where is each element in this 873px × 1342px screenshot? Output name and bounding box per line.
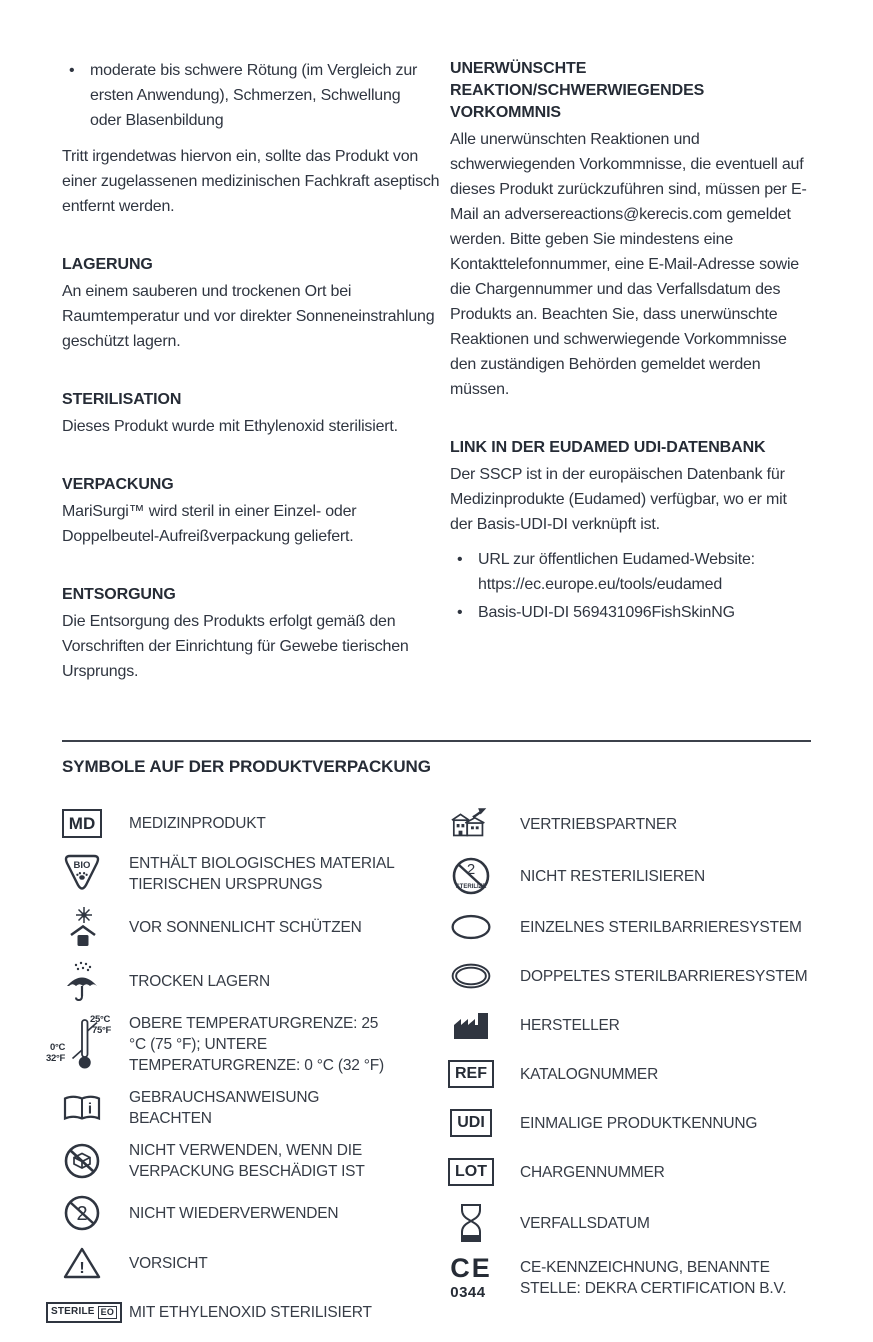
symbol-label: GEBRAUCHSANWEISUNG BEACHTEN [129,1089,320,1127]
symbol-label: TROCKEN LAGERN [129,972,271,990]
symbols-section-heading: SYMBOLE AUF DER PRODUKTVERPACKUNG [62,757,431,776]
symbols-right-column [450,804,811,1342]
adverse-symptoms-list [62,58,440,133]
symbols-left-column [46,804,450,1342]
disposal-body: Die Entsorgung des Produkts erfolgt gemäß den Vorschriften der Einrichtung für Gewebe tierischen Ursprungs. [62,613,409,680]
medical-device-icon: MD [62,809,102,838]
symbol-label: VOR SONNENLICHT SCHÜTZEN [129,919,362,936]
symbol-label: MIT ETHYLENOXID STERILISIERT [129,1303,372,1321]
storage-body: An einem sauberen und trockenen Ort bei Raumtemperatur und vor direkter Sonneneinstrahlung geschützt lagern. [62,283,435,350]
symbol-row-catalogue-number [450,1055,811,1093]
symbol-row-temperature-limit [46,1013,450,1076]
symbol-label: NICHT VERWENDEN, WENN DIE VERPACKUNG BESCHÄDIGT IST [129,1142,365,1180]
temperature-limit-icon [46,1013,111,1074]
symbol-label: HERSTELLER [520,1016,620,1034]
svg-text:2: 2 [76,1203,88,1225]
symbol-row-do-not-use-if-damaged [62,1140,450,1182]
symbol-label: ENTHÄLT BIOLOGISCHES MATERIAL TIERISCHEN URSPRUNGS [129,855,394,893]
symbol-label: VERTRIEBSPARTNER [520,815,678,833]
symbol-row-expiry-date [450,1202,811,1244]
packaging-body: MariSurgi™ wird steril in einer Einzel- oder Doppelbeutel-Aufreißverpackung geliefert. [62,503,357,545]
symbol-row-biological-material [62,853,450,895]
symbol-label: DOPPELTES STERILBARRIERESYSTEM [520,967,808,985]
removal-note: Tritt irgendetwas hiervon ein, sollte das Produkt von einer zugelassenen medizinischen Fachkraft aseptisch entfernt werden. [62,148,440,215]
left-text-column [62,58,440,684]
symbol-row-batch-code [450,1153,811,1191]
biological-material-icon [62,853,102,895]
disposal-heading: ENTSORGUNG [62,586,176,603]
storage-heading: LAGERUNG [62,256,153,273]
manufacturer-icon [450,1009,492,1041]
consult-instructions-icon [62,1093,102,1123]
list-item [62,58,440,133]
do-not-resterilize-icon [450,855,492,897]
batch-code-icon: LOT [450,1158,492,1186]
symbol-row-keep-from-sunlight [62,906,450,949]
upper-temp-fahrenheit: 75°F [92,1024,111,1036]
sterilization-body: Dieses Produkt wurde mit Ethylenoxid sterilisiert. [62,418,398,435]
list-item [450,547,813,597]
symbol-label: OBERE TEMPERATURGRENZE: 25 °C (75 °F); UNTERE TEMPERATURGRENZE: 0 °C (32 °F) [129,1015,384,1074]
eudamed-url-text: URL zur öffentlichen Eudamed-Website: https://ec.europe.eu/tools/eudamed [478,551,755,593]
symbol-label: CHARGENNUMMER [520,1163,665,1181]
symbols-table [46,804,811,1342]
symbol-label: KATALOGNUMMER [520,1065,659,1083]
eudamed-links-list [450,547,813,625]
symbol-label: EINZELNES STERILBARRIERESYSTEM [520,918,802,936]
single-sterile-barrier-icon [450,912,492,942]
use-by-date-icon [450,1202,492,1244]
lower-temp-celsius: 0°C [50,1041,66,1053]
symbol-row-do-not-reuse [62,1193,450,1233]
lower-temp-fahrenheit: 32°F [46,1052,65,1064]
keep-away-from-sunlight-icon [62,906,102,949]
symbol-row-keep-dry [62,960,450,1002]
distributor-icon [450,804,492,844]
symbol-row-caution [62,1244,450,1282]
svg-text:BIO: BIO [73,860,91,871]
symbol-label: VERFALLSDATUM [520,1214,650,1232]
notified-body-number: 0344 [450,1284,486,1301]
keep-dry-icon [62,960,102,1002]
svg-text:!: ! [79,1260,85,1277]
adverse-reaction-body: Alle unerwünschten Reaktionen und schwerwiegenden Vorkommnisse, die eventuell auf dieses Produkt zurückzuführen sind, müssen per E-Mail an adversereactions@kerecis.com gemeldet werden. Bitte geben Sie mindestens eine Kontakttelefonnummer, eine E-Mail-Adresse sowie die Chargennummer und das Verfallsdatum des Produkts an. Beachten Sie, dass unerwünschte Reaktionen und schwerwiegende Vorkommnisse den zuständigen Behörden gemeldet werden müssen. [450,131,807,398]
right-text-column [450,58,813,684]
symptom-text: moderate bis schwere Rötung (im Vergleich zur ersten Anwendung), Schmerzen, Schwellung oder Blasenbildung [90,62,418,129]
symbol-label: VORSICHT [129,1254,208,1272]
symbol-row-manufacturer [450,1006,811,1044]
symbol-label: MEDIZINPRODUKT [129,814,266,832]
symbol-row-consult-instructions [62,1087,450,1129]
symbol-label: NICHT WIEDERVERWENDEN [129,1204,339,1222]
eudamed-body: Der SSCP ist in der europäischen Datenbank für Medizinprodukte (Eudamed) verfügbar, wo er mit der Basis-UDI-DI verknüpft ist. [450,466,787,533]
symbol-label: NICHT RESTERILISIEREN [520,867,705,885]
adverse-reaction-heading: UNERWÜNSCHTE REAKTION/SCHWERWIEGENDES VORKOMMNIS [450,60,705,121]
symbol-label: CE-KENNZEICHNUNG, BENANNTE STELLE: DEKRA CERTIFICATION B.V. [520,1259,787,1297]
basis-udi-di-text: Basis-UDI-DI 569431096FishSkinNG [478,604,735,621]
unique-device-identifier-icon: UDI [450,1109,492,1137]
packaging-heading: VERPACKUNG [62,476,174,493]
do-not-use-if-package-damaged-icon [62,1141,102,1181]
svg-text:STERILIZE: STERILIZE [455,884,487,890]
catalogue-number-icon: REF [450,1060,492,1088]
eudamed-heading: LINK IN DER EUDAMED UDI-DATENBANK [450,439,766,456]
top-text-columns [62,58,811,684]
symbol-row-medical-device [62,804,450,842]
symbol-label: EINMALIGE PRODUKTKENNUNG [520,1114,758,1132]
list-item [450,600,813,625]
symbol-row-single-sterile-barrier [450,908,811,946]
ce-mark-icon: CE 0344 [450,1253,492,1301]
caution-icon [62,1245,102,1281]
upper-temp-celsius: 25°C [90,1013,111,1025]
symbol-row-udi [450,1104,811,1142]
section-divider [62,740,811,742]
symbol-row-distributor [450,804,811,844]
svg-text:2: 2 [466,861,476,878]
symbol-row-do-not-resterilize [450,855,811,897]
svg-text:i: i [87,1100,93,1118]
sterilized-with-eo-icon: STERILE EO [46,1302,118,1323]
symbol-row-sterilized-eo [51,1293,450,1331]
double-sterile-barrier-icon [450,960,492,992]
symbol-row-ce-mark [450,1255,811,1301]
sterilization-heading: STERILISATION [62,391,182,408]
do-not-reuse-icon [62,1193,102,1233]
symbol-row-double-sterile-barrier [450,957,811,995]
